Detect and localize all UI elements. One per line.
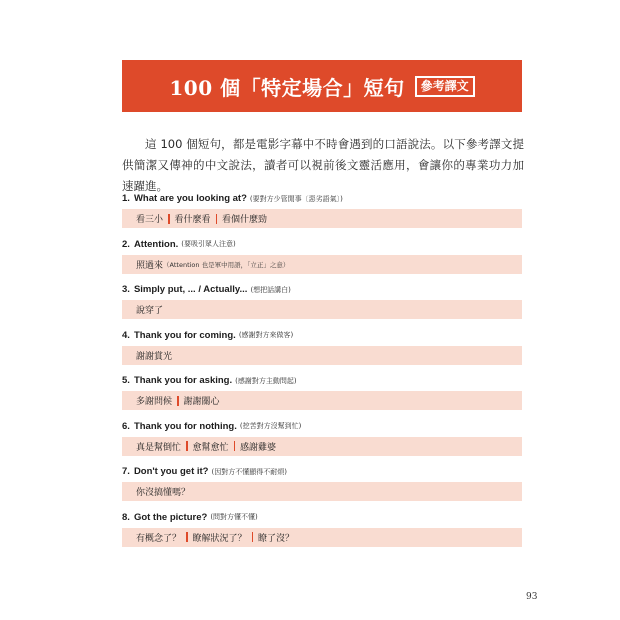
translation-bar — [122, 209, 522, 228]
phrase-number: 5. — [122, 375, 130, 386]
separator-divider — [186, 532, 188, 542]
phrase-item — [122, 234, 522, 280]
phrase-heading — [122, 370, 522, 391]
translation-text: 說穿了 — [136, 306, 164, 316]
translation-bar — [122, 300, 522, 319]
separator-divider — [177, 396, 179, 406]
phrase-context-note: (要吸引眾人注意) — [181, 240, 236, 248]
translation-note: （Attention 也是軍中用語，「立正」之意） — [163, 260, 290, 269]
phrase-english: Attention. — [133, 238, 179, 250]
phrase-english: Got the picture? — [133, 511, 208, 523]
phrase-heading — [122, 234, 522, 255]
translation-text: 感謝雞婆 — [240, 442, 277, 453]
phrase-english: Simply put, ... / Actually... — [133, 284, 248, 295]
phrase-heading — [122, 325, 522, 346]
phrase-context-note: (感謝對方主動問起) — [235, 376, 297, 385]
translation-text: 看個什麼勁 — [222, 215, 268, 225]
page-number: 93 — [526, 592, 538, 602]
intro-paragraph: 這 100 個短句，都是電影字幕中不時會遇到的口語說法。以下參考譯文提供簡潔又傳神的中文說法，讀者可以視前後文靈活應用，會讓你的專業功力加速躍進。 — [122, 137, 524, 193]
phrase-number: 7. — [122, 466, 130, 477]
phrase-heading — [122, 416, 522, 437]
phrase-english: What are you looking at? — [133, 193, 247, 204]
phrase-context-note: (感謝對方來做客) — [238, 331, 294, 339]
phrase-item — [122, 461, 522, 507]
phrase-number: 1. — [122, 193, 130, 204]
phrase-number: 3. — [122, 284, 130, 295]
phrase-heading — [122, 461, 522, 482]
translation-bar — [122, 482, 522, 501]
translation-text: 你沒搞懂嗎？ — [136, 488, 191, 498]
phrase-english: Thank you for nothing. — [133, 420, 237, 432]
phrase-item — [122, 188, 522, 234]
phrase-context-note: (想把話講白) — [250, 285, 291, 294]
translation-text: 有概念了？ — [136, 533, 182, 544]
phrase-context-note: (要對方少管閒事〔惡劣語氣〕) — [249, 194, 343, 203]
separator-divider — [252, 532, 254, 542]
translation-bar — [122, 437, 522, 456]
phrase-item — [122, 507, 522, 553]
translation-text: 謝謝賞光 — [136, 351, 173, 362]
translation-text: 看什麼看 — [174, 215, 211, 225]
phrase-context-note: (因對方不懂顯得不耐煩) — [211, 467, 287, 476]
phrase-heading — [122, 507, 522, 528]
phrase-item — [122, 370, 522, 416]
translation-text: 看三小 — [136, 215, 164, 225]
separator-divider — [186, 441, 188, 451]
phrase-context-note: (問對方懂不懂) — [210, 513, 258, 521]
section-badge: 參考譯文 — [415, 76, 475, 97]
phrase-item — [122, 416, 522, 462]
phrase-number: 2. — [122, 238, 130, 250]
translation-bar — [122, 346, 522, 365]
translation-text: 真是幫倒忙 — [136, 442, 182, 453]
phrase-english: Don't you get it? — [133, 466, 209, 477]
separator-divider — [216, 214, 218, 224]
separator-divider — [234, 441, 236, 451]
phrase-english: Thank you for coming. — [133, 329, 236, 341]
phrase-number: 4. — [122, 329, 130, 341]
phrase-english: Thank you for asking. — [133, 375, 233, 386]
translation-text: 瞭解狀況了？ — [192, 533, 247, 544]
translation-text: 瞭了沒？ — [258, 533, 295, 544]
phrase-number: 6. — [122, 420, 130, 432]
separator-divider — [168, 214, 170, 224]
translation-bar — [122, 391, 522, 410]
translation-text: 愈幫愈忙 — [192, 442, 229, 453]
translation-text: 謝謝關心 — [183, 397, 220, 407]
translation-bar — [122, 528, 522, 547]
title-banner — [122, 60, 522, 112]
phrase-item — [122, 325, 522, 371]
phrase-number: 8. — [122, 511, 130, 523]
translation-text: 照過來 — [136, 260, 164, 271]
phrase-list — [122, 188, 522, 552]
page-title: 100 個「特定場合」短句 — [169, 75, 405, 100]
phrase-item — [122, 279, 522, 325]
translation-text: 多謝問候 — [136, 397, 173, 407]
phrase-heading — [122, 279, 522, 300]
phrase-heading — [122, 188, 522, 209]
translation-bar — [122, 255, 522, 274]
phrase-context-note: (挖苦對方沒幫到忙) — [239, 422, 302, 430]
